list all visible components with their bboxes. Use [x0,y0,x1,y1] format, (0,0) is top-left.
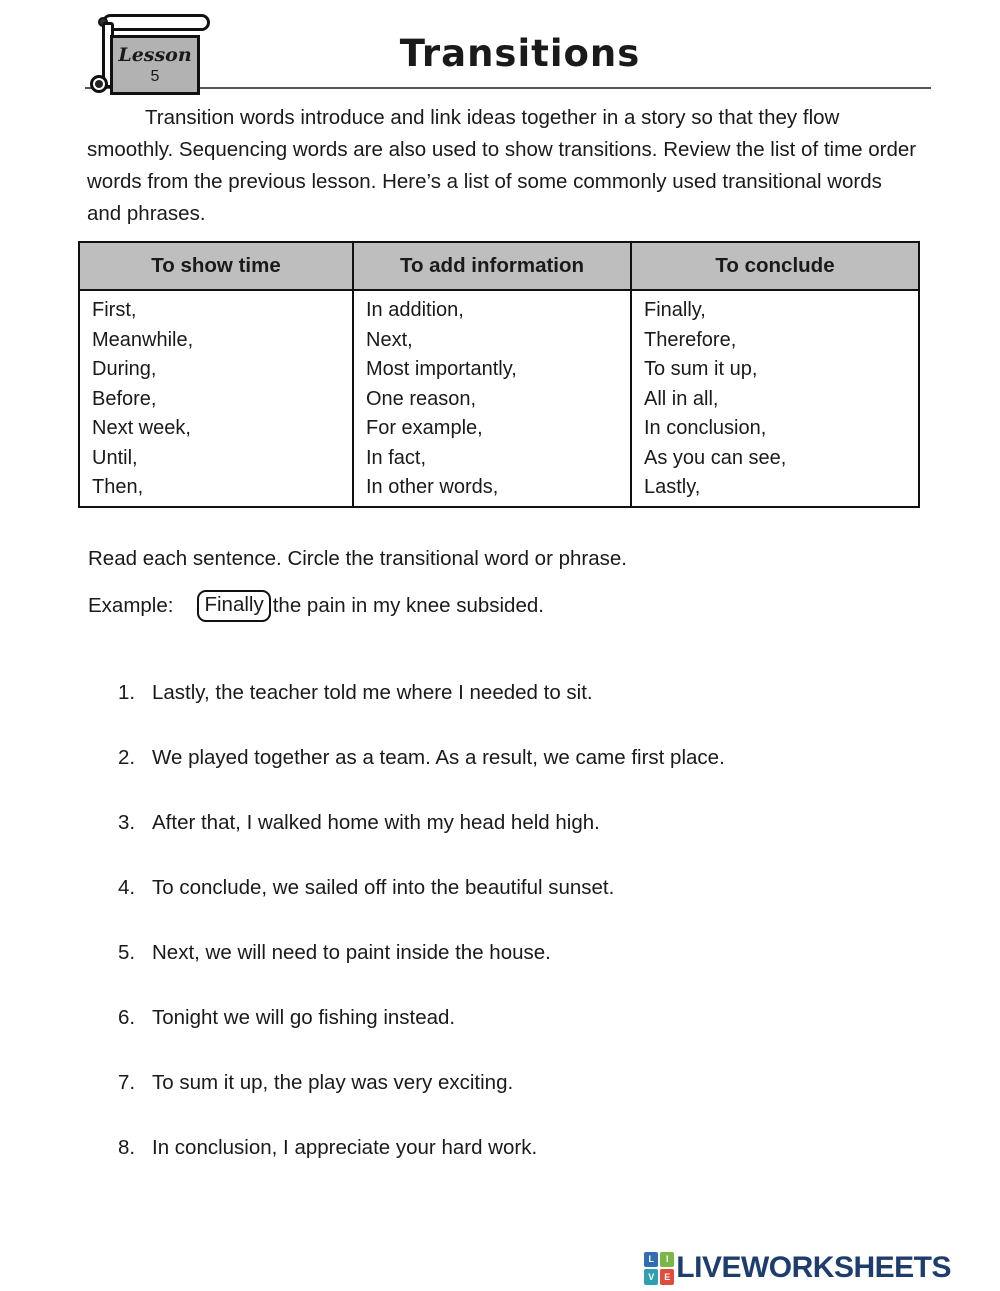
word-item: Most importantly, [366,358,517,380]
question-text: Lastly, the teacher told me where I needed to sit. [152,681,593,704]
liveworksheets-logo-icon [644,1252,674,1285]
question-number: 6. [118,1006,136,1029]
word-item: In other words, [366,476,499,498]
table-cell-conclude [631,290,919,507]
question-number: 1. [118,681,136,704]
question-number: 8. [118,1136,136,1159]
lesson-badge [110,35,200,95]
word-item: Before, [92,387,157,410]
question-item [118,1136,898,1159]
table-cell-time [79,290,353,507]
word-item: For example, [366,417,483,439]
logo-square: E [660,1269,674,1285]
table-cell-add-info [353,290,631,507]
table-header-conclude: To conclude [631,242,919,290]
lesson-scroll-icon [93,8,215,96]
word-item: In conclusion, [644,417,767,439]
question-item [118,811,898,834]
question-text: To conclude, we sailed off into the beautiful sunset. [152,876,615,899]
lesson-badge-number: 5 [150,67,160,85]
question-text: Next, we will need to paint inside the house. [152,941,551,964]
table-header-add-info: To add information [353,242,631,290]
question-item [118,1071,898,1094]
example-row [88,590,544,622]
intro-paragraph: Transition words introduce and link ideas together in a story so that they flow smoothly. Sequencing words are also used to show transitions. Review the list of time order words from the previous lesson. Here’s a list of some commonly used transitional words and phrases. [87,106,917,225]
word-item: Next, [366,328,413,351]
question-item [118,1006,898,1029]
logo-square: L [644,1252,658,1268]
word-item: One reason, [366,387,477,410]
word-item: All in all, [644,387,719,410]
question-text: To sum it up, the play was very exciting. [152,1071,514,1094]
word-item: Therefore, [644,328,737,351]
transitions-table [78,241,920,508]
question-item [118,941,898,964]
word-item: As you can see, [644,446,787,469]
question-item [118,681,898,704]
liveworksheets-wordmark: LIVEWORKSHEETS [676,1251,951,1284]
word-item: Then, [92,476,144,498]
question-list [118,681,898,1159]
question-text: After that, I walked home with my head held high. [152,811,600,834]
question-item [118,746,898,769]
liveworksheets-logo [644,1251,951,1285]
question-number: 3. [118,811,136,834]
question-number: 2. [118,746,136,769]
word-item: In addition, [366,299,464,321]
logo-square: V [644,1269,658,1285]
word-item: Lastly, [644,476,701,498]
word-item: Finally, [644,299,706,321]
question-number: 4. [118,876,136,899]
exercise-instructions: Read each sentence. Circle the transitional word or phrase. [88,547,627,570]
example-sentence: the pain in my knee subsided. [272,594,544,617]
question-text: We played together as a team. As a result, we came first place. [152,746,725,769]
table-body-row [79,290,919,507]
page-title: Transitions [399,32,641,75]
question-text: Tonight we will go fishing instead. [152,1006,456,1029]
scroll-bottom-curl [90,75,108,93]
example-label: Example: [88,594,174,617]
word-item: To sum it up, [644,358,758,380]
word-item: Next week, [92,417,191,439]
scroll-top-roll [102,14,210,31]
table-header-row [79,242,919,290]
lesson-badge-label: Lesson [118,43,192,66]
word-item: Until, [92,446,138,469]
question-text: In conclusion, I appreciate your hard work. [152,1136,538,1159]
question-number: 5. [118,941,136,964]
word-item: During, [92,358,157,380]
question-item [118,876,898,899]
word-item: Meanwhile, [92,328,194,351]
word-item: In fact, [366,446,427,469]
question-number: 7. [118,1071,136,1094]
word-item: First, [92,299,137,321]
logo-square: I [660,1252,674,1268]
table-header-time: To show time [79,242,353,290]
circled-answer: Finally [197,590,270,622]
